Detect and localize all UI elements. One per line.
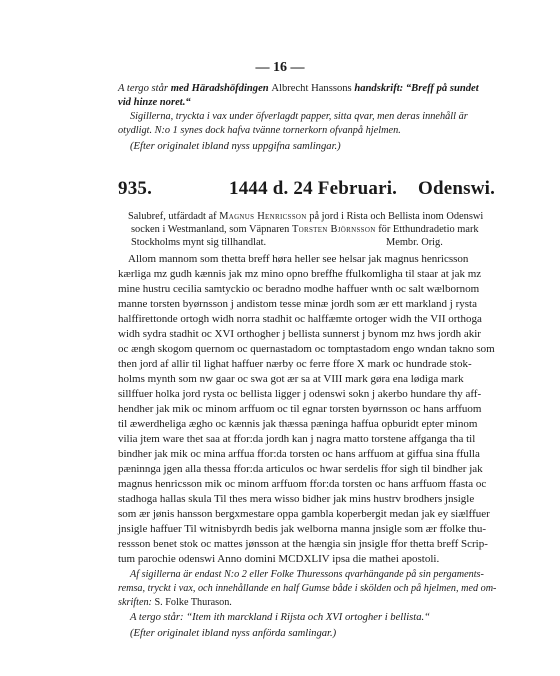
membr-orig: Membr. Orig. (386, 237, 443, 248)
body-line: oc ængh skogom quernom oc quernastadom oc tomptastadom engo wndan takno som (118, 343, 495, 355)
summary-text: för Etthundradetio mark (378, 224, 479, 235)
body-line: holms mynth som nw gaar oc swa got ær sa at VIII mark gøra ena lødiga mark (118, 373, 464, 385)
body-line: mine hustru cecilia samtyckio oc beradno modhe haffuer wnth oc salt wælbornom (118, 283, 480, 295)
body-line: til æwerdheliga ægho oc kænnis jak thæssa pæninga haffua opburidt epter minom (118, 418, 478, 430)
summary-text: socken i Westmanland, som Väpnaren (131, 224, 290, 235)
summary-text: Salubref, utfärdadt af (128, 211, 217, 222)
entry-date: 1444 d. 24 Februari. (229, 178, 398, 199)
sigill-note-line-2: otydligt. N:o 1 synes dock hafva tvänne tornerkorn ofvanpå hjelmen. (118, 125, 401, 136)
body-line: jnsigle haffuer Til witnisbyrdh bedis jak welborna manna jnsigle som ær ffolke thu- (118, 523, 487, 535)
issuer-name: Magnus Henricsson (219, 211, 307, 222)
seal-note-line-3 (118, 596, 232, 610)
body-line: pæninnga jgen alla thessa ffor:da articulos oc hwar serdelis ffor sigh til bindher jak (118, 463, 483, 475)
body-line: kærliga mz gudh kænnis jak mz mino opno breffhe ffulkomligha til staar at jak mz (118, 268, 482, 280)
tergo-person: Albrecht Hanssons (271, 83, 352, 94)
tergo-note (118, 82, 479, 96)
body-line: manne torsten byørnsson j andistom tesse minæ jordh som ær ett markland j rysta (118, 298, 477, 310)
summary-line-2 (131, 223, 479, 237)
tergo-quote-continued: vid hinze noret.“ (118, 97, 191, 108)
body-line: bindher jak mik oc mina arffua ffor:da torsten oc hans arffuom at giffua sina ffulla (118, 448, 480, 460)
sigill-note-line-1: Sigillerna, tryckta i vax under öfverlagdt papper, sitta qvar, men deras innehåll är (130, 111, 468, 122)
body-line: ressson benet stok oc mattes jønsson at the hængia sin jnsigle ffor thetta breff Scrip- (118, 538, 488, 550)
body-line: som ær jønis hansson bergxmestare oppa gambla koperbergit medan jak ey siælffuer (118, 508, 490, 520)
entry-place: Odenswi. (418, 178, 496, 199)
body-line: widh sydra stadhit oc XVI orthogher j bellista sunnerst j bynom mz hws jordh akir (118, 328, 481, 340)
page-number: — 16 — (255, 60, 305, 75)
seal-note-label: skriften: (118, 597, 152, 608)
body-line: stadhoga hallas skula Til thes mera wisso bidher jak mins hustrv brodhers jnsigle (118, 493, 475, 505)
body-line: sillffuer holka jord rysta oc bellista ligger j odenswi sokn j akerbo hundare thy aff- (118, 388, 482, 400)
entry-number: 935. (118, 178, 153, 199)
body-line: magnus henricsson mik oc minom arffuom ffor:da torsten oc hans arffuom ffasta oc (118, 478, 487, 490)
summary-line-1 (128, 210, 483, 224)
body-line: tum parochie odenswi Anno domini MCDXLIV ipsa die mathei apostoli. (118, 553, 440, 565)
body-line: Allom mannom som thetta breff høra heller see helsar jak magnus henricsson (128, 253, 469, 265)
summary-line-3: Stockholms mynt sig tillhandlat. (131, 237, 267, 248)
body-line: hendher jak mik oc minom arffuom oc til egnar torsten byørnsson oc hans arffuom (118, 403, 482, 415)
tergo-prefix: A tergo står (118, 83, 169, 94)
summary-text: på jord i Rista och Bellista inom Odenswi (309, 211, 484, 222)
buyer-name: Torsten Björnsson (291, 224, 376, 235)
tergo-mid: handskrift: (354, 83, 404, 94)
tergo-hand: med Häradshöfdingen (170, 83, 269, 94)
seal-note-line-1: Af sigillerna är endast N:o 2 eller Folke Thuressons qvarhängande på sin pergaments- (130, 569, 484, 580)
body-line: halffirettonde ortogh widh norra stadhit oc halffæmte ortoger widh the VII orthoga (118, 313, 482, 325)
source-note: (Efter originalet ibland nyss uppgifna samlingar.) (130, 141, 341, 152)
tergo-quote: “Breff på sundet (405, 83, 479, 94)
source-note-after: (Efter originalet ibland nyss anförda samlingar.) (130, 628, 337, 639)
body-line: vilia jtem ware thet saa at ffor:da jordh kan j nagra matto torstene affganga tha til (118, 433, 476, 445)
seal-inscription: S. Folke Thurason. (154, 597, 232, 608)
tergo-note-after: A tergo står: “Item ith marckland i Rijsta och XVI ortogher i bellista.“ (130, 612, 431, 623)
body-line: then jord af allir til lighat haffuer nærby oc ferre ffore X mark oc hundrade stok- (118, 358, 472, 370)
seal-note-line-2: remsa, tryckt i vax, och innehållande en half Gumse både i skölden och på hjelmen, med om- (118, 583, 497, 594)
